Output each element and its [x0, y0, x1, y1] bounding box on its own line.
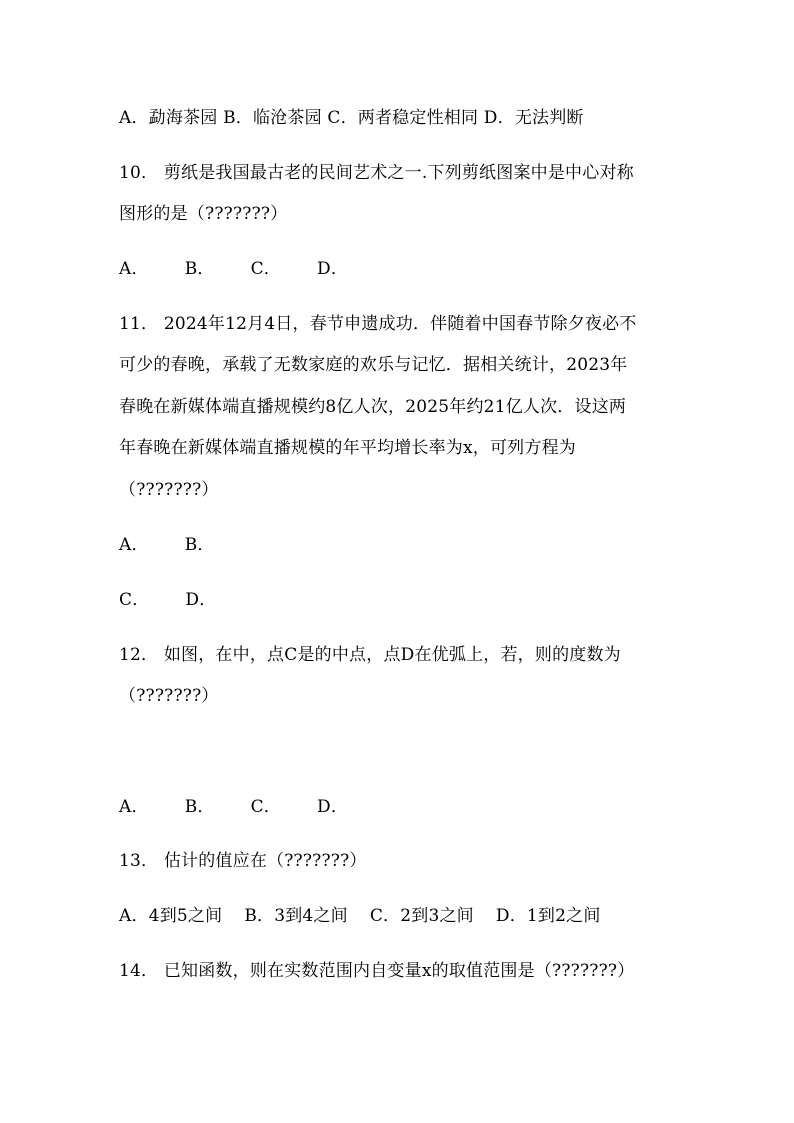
q11-option-d: D． [185, 590, 217, 610]
q12-stem-line-1: 12． 如图，在中，点C是的中点，点D在优弧上，若，则的度数为 [119, 645, 621, 665]
q12-stem-line-2: （???????） [119, 686, 219, 706]
q13-stem-line-1: 13． 估计的值应在（???????） [119, 851, 367, 871]
q12-option-d: D． [317, 797, 349, 817]
q12-option-c: C． [250, 797, 282, 817]
q12-option-a: A． [119, 797, 149, 817]
q10-options [119, 259, 679, 279]
q12-options [119, 797, 679, 817]
q10-option-c: C． [250, 259, 282, 279]
q11-stem-line-1: 11． 2024年12月4日，春节申遗成功．伴随着中国春节除夕夜必不 [119, 314, 637, 334]
q13-option-b: B．3到4之间 [244, 906, 348, 926]
q13-options [119, 906, 679, 926]
q11-option-a: A． [119, 535, 149, 555]
q10-stem-line-1: 10． 剪纸是我国最古老的民间艺术之一.下列剪纸图案中是中心对称 [119, 163, 634, 183]
q9-options: A．勐海茶园 B．临沧茶园 C．两者稳定性相同 D．无法判断 [119, 108, 584, 128]
q11-stem-line-4: 年春晚在新媒体端直播规模的年平均增长率为x，可列方程为 [119, 438, 576, 458]
q11-stem-line-3: 春晚在新媒体端直播规模约8亿人次，2025年约21亿人次．设这两 [119, 397, 627, 417]
q10-option-b: B． [184, 259, 215, 279]
q11-option-c: C． [119, 590, 150, 610]
q11-option-b: B． [184, 535, 215, 555]
q11-options-row-2 [119, 590, 679, 610]
q10-option-a: A． [119, 259, 149, 279]
q12-option-b: B． [184, 797, 215, 817]
q10-option-d: D． [317, 259, 349, 279]
q11-stem-line-2: 可少的春晚，承载了无数家庭的欢乐与记忆．据相关统计，2023年 [119, 355, 628, 375]
q10-stem-line-2: 图形的是（???????） [119, 204, 288, 224]
q13-option-d: D．1到2之间 [495, 906, 601, 926]
q13-option-a: A．4到5之间 [119, 906, 223, 926]
q11-stem-line-5: （???????） [119, 480, 219, 500]
q13-option-c: C．2到3之间 [369, 906, 474, 926]
q14-stem-line-1: 14． 已知函数，则在实数范围内自变量x的取值范围是（???????） [119, 961, 635, 981]
q11-options-row-1 [119, 535, 679, 555]
